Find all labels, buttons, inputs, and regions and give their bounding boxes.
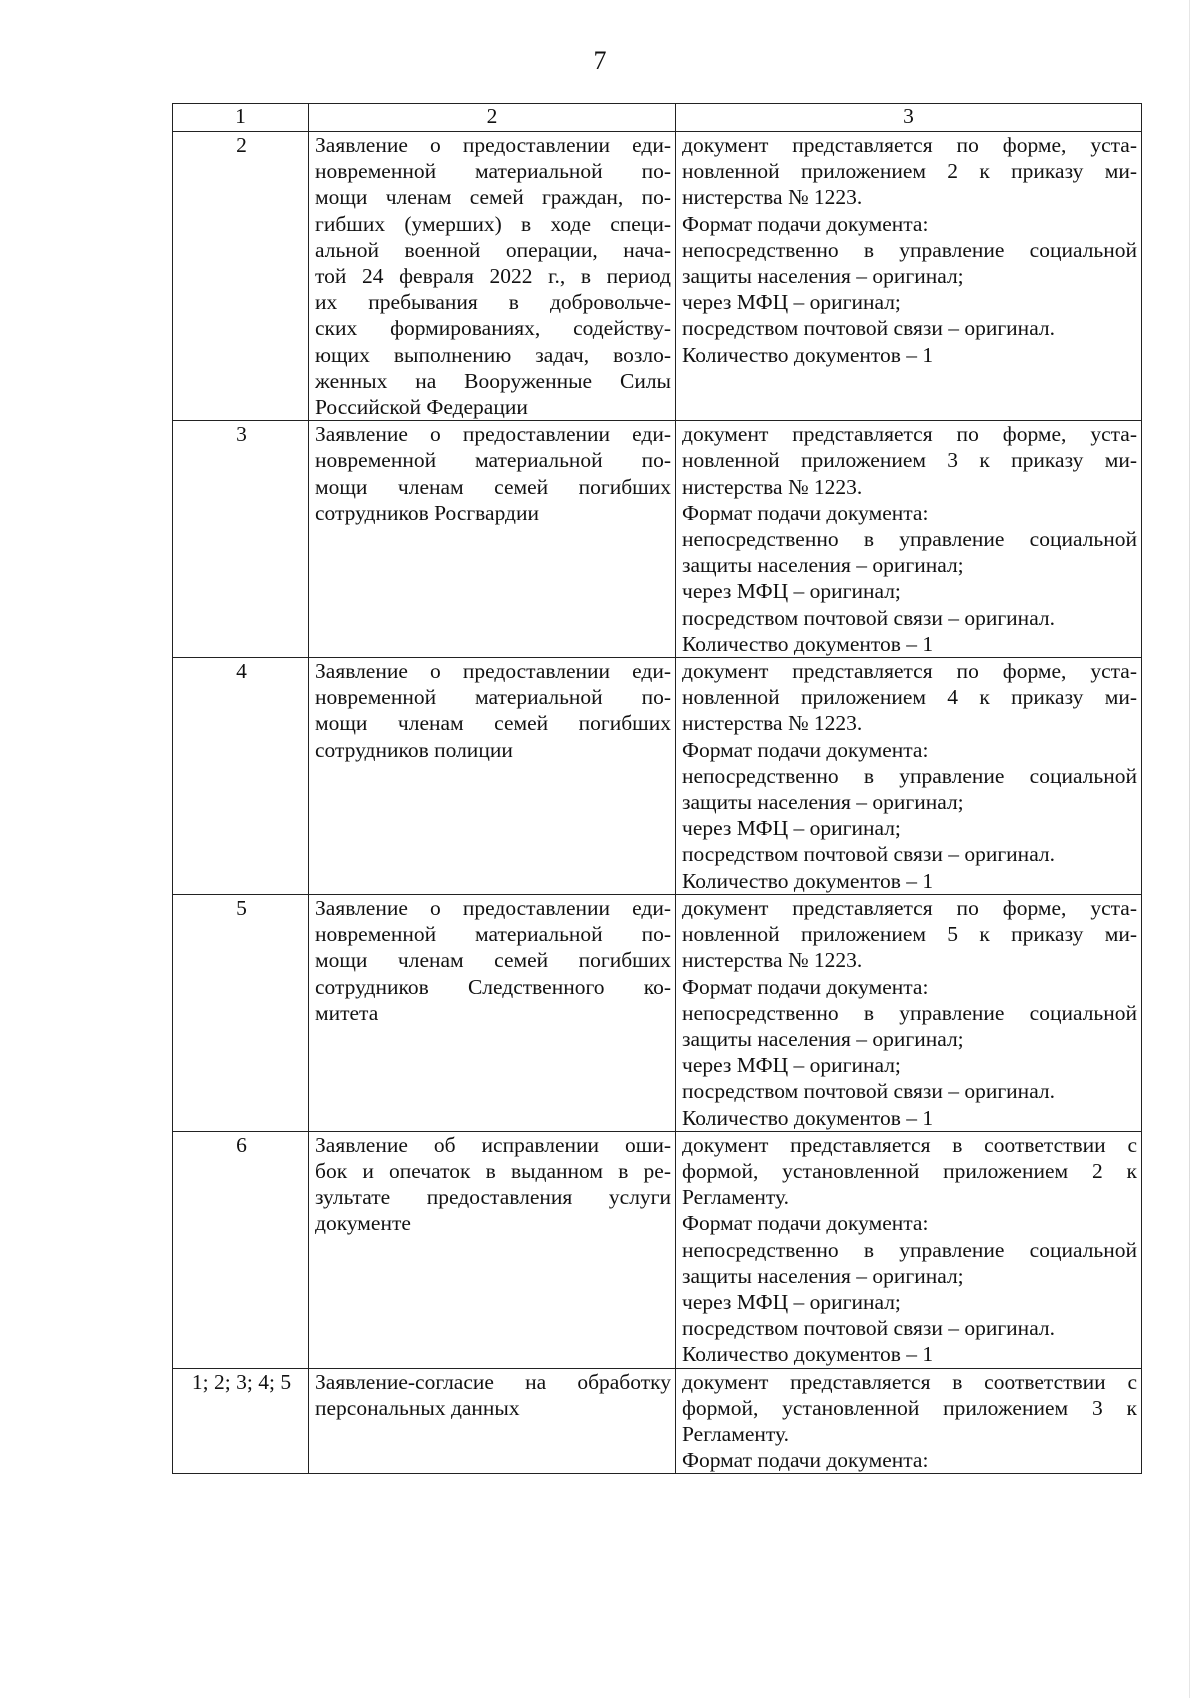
document-description-line: посредством почтовой связи – оригинал. (682, 1079, 1056, 1104)
document-name-cell (309, 132, 676, 421)
document-description-cell (676, 132, 1142, 421)
document-description-line: посредством почтовой связи – оригинал. (682, 842, 1056, 867)
document-name-line: бок и опечаток в выданном в ре- (315, 1158, 671, 1183)
document-description-line: новленной приложением 5 к приказу ми- (682, 922, 1137, 947)
document-description-line: документ представляется по форме, уста- (682, 659, 1137, 684)
table-row (173, 421, 1142, 658)
document-description-line: Формат подачи документа: (682, 1211, 929, 1236)
document-name-line: Заявление об исправлении оши- (315, 1132, 671, 1157)
row-number-cell: 2 (173, 132, 309, 421)
row-number-cell: 6 (173, 1131, 309, 1368)
document-description-line: непосредственно в управление социальной (682, 763, 1137, 788)
table-header-row (173, 104, 1142, 132)
table-row (173, 1368, 1142, 1474)
document-description-line: Формат подачи документа: (682, 1448, 929, 1473)
document-name-line: их пребывания в добровольче- (315, 290, 671, 315)
document-name-line: Заявление о предоставлении еди- (315, 895, 671, 920)
document-name-cell (309, 1368, 676, 1474)
document-name-line: женных на Вооруженные Силы (315, 368, 671, 393)
document-description-line: защиты населения – оригинал; (682, 1263, 964, 1288)
document-name-line: новременной материальной по- (315, 922, 671, 947)
document-name-line: той 24 февраля 2022 г., в период (315, 264, 671, 289)
document-name-line: альной военной операции, нача- (315, 237, 671, 262)
document-description-line: непосредственно в управление социальной (682, 1237, 1137, 1262)
documents-table-body (173, 104, 1142, 1474)
document-description-line: Регламенту. (682, 1185, 789, 1210)
document-description-line: документ представляется в соответствии с (682, 1132, 1137, 1157)
documents-table (172, 103, 1142, 1474)
document-description-line: Количество документов – 1 (682, 868, 934, 893)
document-name-line: Российской Федерации (315, 395, 528, 420)
header-col-2: 2 (309, 104, 676, 132)
document-description-line: документ представляется по форме, уста- (682, 422, 1137, 447)
document-name-line: мощи членам семей погибших (315, 711, 671, 736)
document-name-line: Заявление о предоставлении еди- (315, 659, 671, 684)
document-description-cell (676, 894, 1142, 1131)
row-number-cell: 1; 2; 3; 4; 5 (173, 1368, 309, 1474)
document-name-line: сотрудников Росгвардии (315, 500, 540, 525)
document-description-line: нистерства № 1223. (682, 474, 863, 499)
document-description-line: нистерства № 1223. (682, 948, 863, 973)
document-description-line: через МФЦ – оригинал; (682, 816, 901, 841)
document-name-cell (309, 894, 676, 1131)
document-name-line: новременной материальной по- (315, 448, 671, 473)
header-col-1: 1 (173, 104, 309, 132)
document-description-line: нистерства № 1223. (682, 711, 863, 736)
document-name-cell (309, 658, 676, 895)
document-description-line: Количество документов – 1 (682, 631, 934, 656)
document-description-line: нистерства № 1223. (682, 185, 863, 210)
document-name-line: Заявление-согласие на обработку (315, 1369, 671, 1394)
document-description-line: защиты населения – оригинал; (682, 1026, 964, 1051)
document-description-line: Количество документов – 1 (682, 342, 934, 367)
document-description-line: Формат подачи документа: (682, 500, 929, 525)
row-number-cell: 3 (173, 421, 309, 658)
document-description-cell (676, 658, 1142, 895)
document-description-line: непосредственно в управление социальной (682, 527, 1137, 552)
document-description-line: новленной приложением 3 к приказу ми- (682, 448, 1137, 473)
document-description-line: новленной приложением 4 к приказу ми- (682, 685, 1137, 710)
document-description-line: защиты населения – оригинал; (682, 553, 964, 578)
document-name-line: митета (315, 1000, 379, 1025)
document-description-line: Формат подачи документа: (682, 737, 929, 762)
document-name-line: ющих выполнению задач, возло- (315, 342, 671, 367)
table-row (173, 1131, 1142, 1368)
document-description-cell (676, 1131, 1142, 1368)
document-description-line: документ представляется по форме, уста- (682, 133, 1137, 157)
document-name-line: мощи членам семей погибших (315, 948, 671, 973)
document-name-line: документе (315, 1211, 411, 1236)
document-description-line: формой, установленной приложением 3 к (682, 1395, 1137, 1420)
document-name-line: ских формированиях, содейству- (315, 316, 671, 341)
document-description-line: защиты населения – оригинал; (682, 264, 964, 289)
document-description-line: документ представляется по форме, уста- (682, 895, 1137, 920)
document-description-cell (676, 1368, 1142, 1474)
table-row (173, 658, 1142, 895)
document-description-line: Формат подачи документа: (682, 211, 929, 236)
document-name-line: Заявление о предоставлении еди- (315, 133, 671, 157)
document-name-cell (309, 421, 676, 658)
document-description-line: непосредственно в управление социальной (682, 237, 1137, 262)
document-name-line: зультате предоставления услуги (315, 1185, 671, 1210)
document-description-line: посредством почтовой связи – оригинал. (682, 1316, 1056, 1341)
row-number-cell: 4 (173, 658, 309, 895)
document-name-line: новременной материальной по- (315, 685, 671, 710)
document-name-cell (309, 1131, 676, 1368)
table-row (173, 894, 1142, 1131)
document-name-line: сотрудников Следственного ко- (315, 974, 671, 999)
header-col-3: 3 (676, 104, 1142, 132)
document-name-line: сотрудников полиции (315, 737, 513, 762)
document-description-line: Количество документов – 1 (682, 1105, 934, 1130)
document-description-line: через МФЦ – оригинал; (682, 290, 901, 315)
document-description-line: Регламенту. (682, 1421, 789, 1446)
document-description-line: посредством почтовой связи – оригинал. (682, 316, 1056, 341)
document-description-line: Количество документов – 1 (682, 1342, 934, 1367)
document-description-line: защиты населения – оригинал; (682, 790, 964, 815)
document-name-line: Заявление о предоставлении еди- (315, 422, 671, 447)
document-description-line: через МФЦ – оригинал; (682, 579, 901, 604)
document-description-line: формой, установленной приложением 2 к (682, 1158, 1137, 1183)
document-name-line: персональных данных (315, 1395, 520, 1420)
document-description-line: посредством почтовой связи – оригинал. (682, 605, 1056, 630)
document-description-line: непосредственно в управление социальной (682, 1000, 1137, 1025)
document-name-line: мощи членам семей погибших (315, 474, 671, 499)
document-name-line: мощи членам семей граждан, по- (315, 185, 671, 210)
table-row (173, 132, 1142, 421)
document-description-line: Формат подачи документа: (682, 974, 929, 999)
document-description-line: через МФЦ – оригинал; (682, 1289, 901, 1314)
document-description-cell (676, 421, 1142, 658)
document-name-line: новременной материальной по- (315, 159, 671, 184)
scan-edge-line (1189, 0, 1190, 1698)
document-description-line: через МФЦ – оригинал; (682, 1053, 901, 1078)
document-description-line: документ представляется в соответствии с (682, 1369, 1137, 1394)
row-number-cell: 5 (173, 894, 309, 1131)
document-name-line: гибших (умерших) в ходе специ- (315, 211, 671, 236)
document-description-line: новленной приложением 2 к приказу ми- (682, 159, 1137, 184)
page-number: 7 (593, 46, 607, 75)
